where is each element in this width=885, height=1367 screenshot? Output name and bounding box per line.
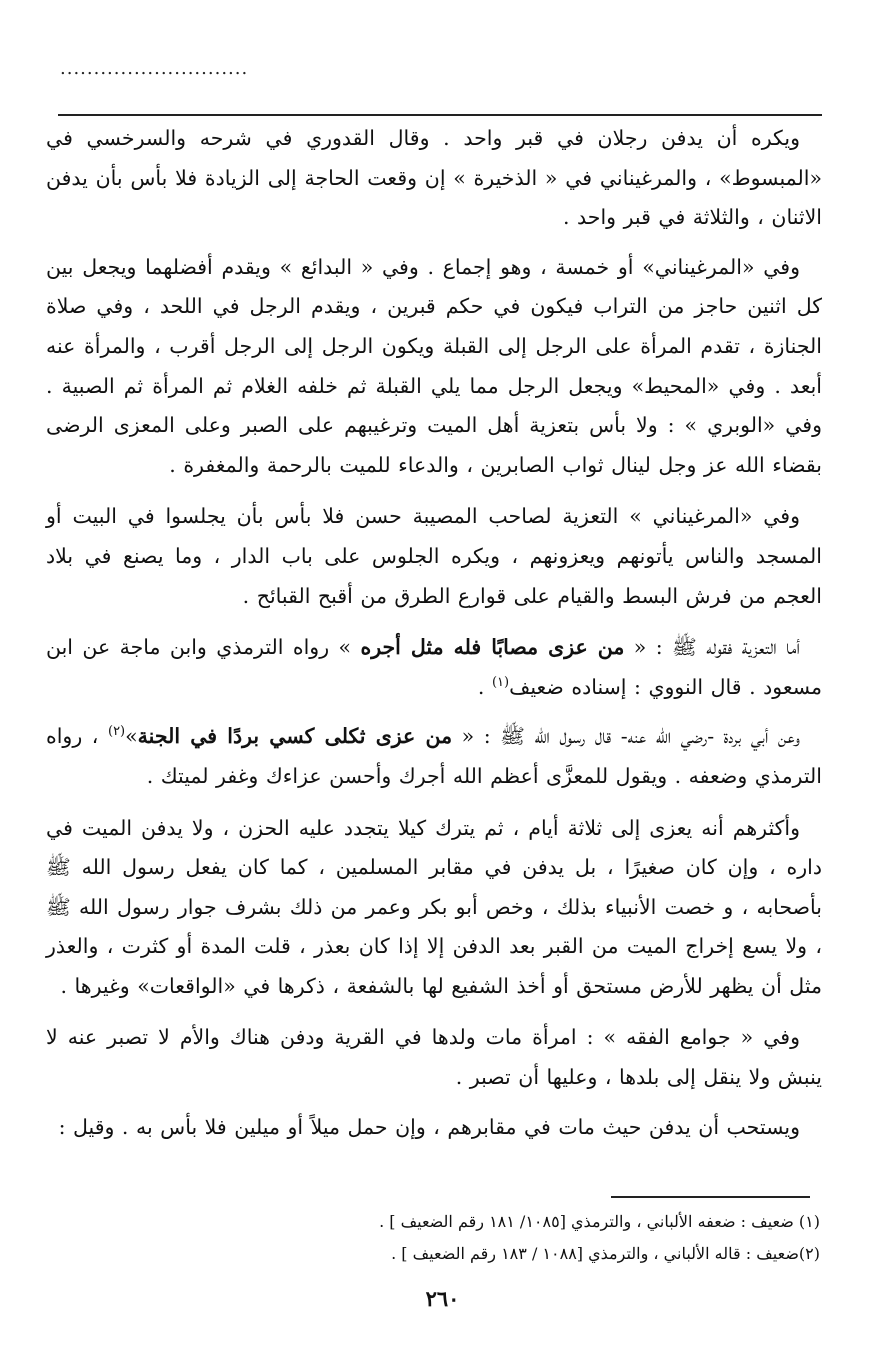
paragraph-text: ويستحب أن يدفن حيث مات في مقابرهم ، وإن حمل ميلاً أو ميلين فلا بأس به . وقيل :	[58, 1114, 800, 1139]
paragraph-jawami-al-fiqh	[46, 1018, 822, 1097]
header-rule	[58, 114, 822, 116]
footnotes	[100, 1206, 820, 1270]
paragraph-order-in-grave	[46, 248, 822, 486]
footnote-1: (١) ضعيف : ضعفه الألباني ، والترمذي [١٠٨٥/ ١٨١ رقم الضعيف ] .	[379, 1212, 820, 1231]
paragraph-text: وعن أبي بردة -رضي الله عنه- قال رسول الله ﷺ : «	[461, 724, 800, 749]
paragraph-condolence-sitting	[46, 497, 822, 616]
paragraph-text: أما التعزية فقوله ﷺ : «	[633, 635, 800, 660]
paragraph-text: وفي «المرغيناني» أو خمسة ، وهو إجماع . وفي « البدائع » ويقدم أفضلهما ويجعل بين كل اثنين حاجز من التراب فيكون في حكم قبرين ، ويقدم الرجل في اللحد ، وفي صلاة الجنازة ، تقدم المرأة على الرجل إلى القبلة ويكون الرجل إلى الرجل أقرب ، والمرأة عنه أبعد . وفي «المحيط» ويجعل الرجل مما يلي القبلة ثم خلفه الغلام ثم المرأة ثم الصبية . وفي «الوبري » : ولا بأس بتعزية أهل الميت وترغيبهم على الصبر وعلى المعزى الرضى بقضاء الله عز وجل لينال ثواب الصابرين ، والدعاء للميت بالرحمة والمغفرة .	[46, 254, 822, 477]
main-text	[46, 119, 822, 1159]
paragraph-text: وأكثرهم أنه يعزى إلى ثلاثة أيام ، ثم يترك كيلا يتجدد عليه الحزن ، ولا يدفن الميت في داره ، وإن كان صغيرًا ، بل يدفن في مقابر المسلمين ، كما كان يفعل رسول الله ﷺ بأصحابه ، و خصت الأنبياء بذلك ، وخص أبو بكر وعمر من ذلك بشرف جوار رسول الله ﷺ ، ولا يسع إخراج الميت من القبر بعد الدفن إلا إذا كان بعذر ، قلت المدة أو كثرت ، والعذر مثل أن يظهر للأرض مستحق أو أخذ الشفيع لها بالشفعة ، ذكرها في «الواقعات» وغيرها .	[46, 815, 822, 998]
paragraph-text: وفي « جوامع الفقه » : امرأة مات ولدها في القرية ودفن هناك والأم لا تصبر عنه لا ينبش ولا ينقل إلى بلدها ، وعليها أن تصبر .	[46, 1025, 822, 1090]
paragraph-hadith-ibn-masud	[46, 628, 822, 707]
footnote-separator	[611, 1196, 810, 1198]
paragraph-text: وفي «المرغيناني » التعزية لصاحب المصيبة حسن فلا بأس بأن يجلسوا في البيت أو المسجد والناس يأتونهم ويعزونهم ، ويكره الجلوس على باب الدار ، وما يصنع في بلاد العجم من فرش البسط والقيام على قوارع الطرق من أقبح القبائح .	[46, 504, 822, 608]
paragraph-burial-two-in-grave	[46, 119, 822, 238]
paragraph-burial-place	[46, 1108, 822, 1148]
paragraph-three-days-condolence	[46, 809, 822, 1007]
header-dotted-line: ............................	[60, 58, 249, 79]
paragraph-text: »	[125, 724, 138, 749]
footnote-ref-2[interactable]: (٢)	[107, 724, 126, 740]
paragraph-text: .	[477, 674, 492, 699]
paragraph-text: » رواه الترمذي وابن ماجة عن ابن مسعود . قال النووي : إسناده ضعيف	[46, 635, 822, 699]
paragraph-text: ويكره أن يدفن رجلان في قبر واحد . وقال القدوري في شرحه والسرخسي في «المبسوط» ، والمرغيناني في « الذخيرة » إن وقعت الحاجة إلى الزيادة فلا بأس بأن يدفن الاثنان ، والثلاثة في قبر واحد .	[46, 126, 822, 230]
paragraph-text: ، رواه الترمذي وضعفه . ويقول للمعزَّى أعظم الله أجرك وأحسن عزاءك وغفر لميتك .	[46, 724, 822, 788]
footnote-2: (٢)ضعيف : قاله الألباني ، والترمذي [١٠٨٨ / ١٨٣ رقم الضعيف ] .	[391, 1244, 820, 1263]
footnote-ref-1[interactable]: (١)	[491, 674, 510, 690]
hadith-quote: من عزى ثكلى كسي بردًا في الجنة	[137, 724, 453, 749]
paragraph-hadith-abu-burda	[46, 717, 822, 796]
page-number: ٢٦٠	[425, 1286, 460, 1311]
hadith-quote: من عزى مصابًا فله مثل أجره	[360, 635, 625, 660]
